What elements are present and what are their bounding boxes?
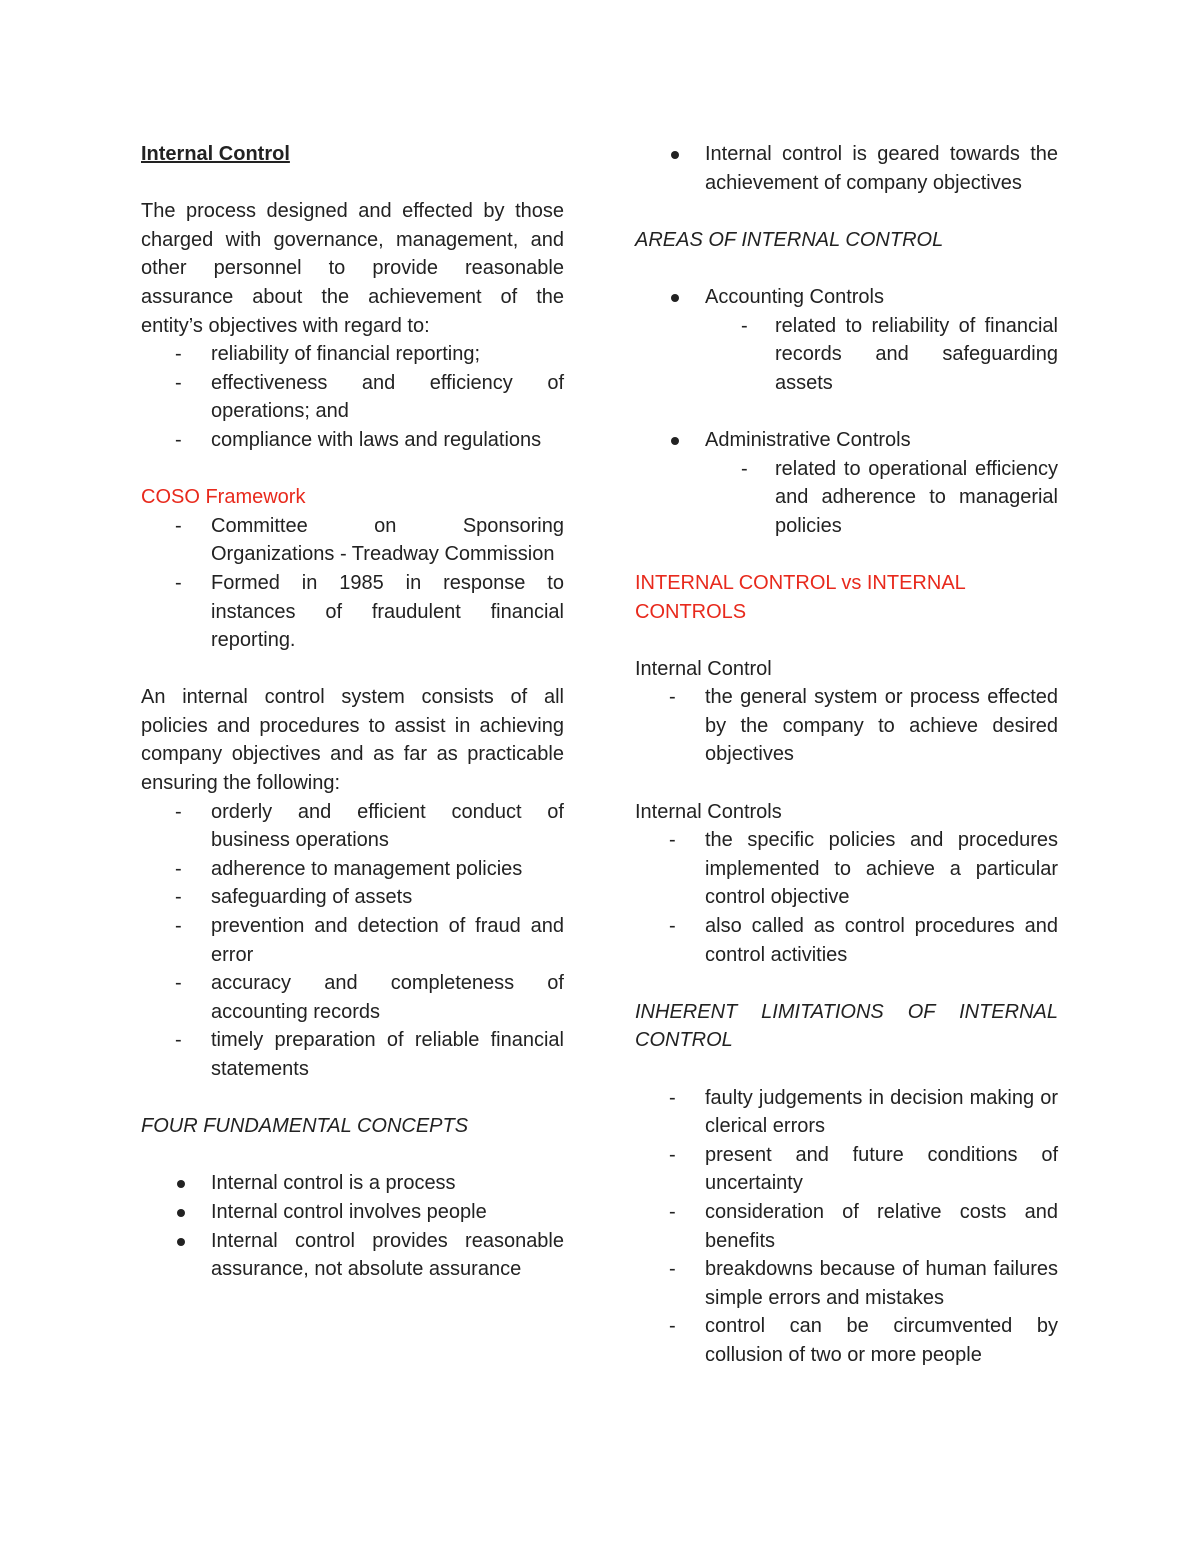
- system-paragraph: An internal control system consists of all policies and procedures to assist in achieving company objectives and as far as practicable ensuring the following:: [141, 686, 564, 795]
- bullet-item: Internal control is a process: [141, 1169, 564, 1198]
- bullet-item: Internal control involves people: [141, 1198, 564, 1227]
- list-item: - prevention and detection of fraud and error: [141, 912, 564, 969]
- page-title: Internal Control: [141, 143, 290, 165]
- right-column: [635, 140, 1058, 1370]
- coso-heading: COSO Framework: [141, 486, 306, 509]
- internal-controls-list: [635, 826, 1058, 969]
- concepts-heading: FOUR FUNDAMENTAL CONCEPTS: [141, 1115, 469, 1138]
- bullet-item: Internal control is geared towards the achievement of company objectives: [635, 140, 1058, 197]
- accounting-controls-label: Accounting Controls: [705, 285, 884, 308]
- left-column: [141, 140, 564, 1284]
- limitations-list: [635, 1084, 1058, 1370]
- areas-heading: AREAS OF INTERNAL CONTROL: [635, 228, 944, 251]
- list-item: - orderly and efficient conduct of business operations: [141, 798, 564, 855]
- list-item: - also called as control procedures and control activities: [635, 912, 1058, 969]
- internal-controls-label: Internal Controls: [635, 800, 782, 823]
- concepts-list: [141, 1169, 564, 1283]
- regard-list: [141, 340, 564, 454]
- internal-control-list: [635, 683, 1058, 769]
- list-item: - compliance with laws and regulations: [141, 426, 564, 455]
- list-item: - breakdowns because of human failures simple errors and mistakes: [635, 1255, 1058, 1312]
- list-item: - adherence to management policies: [141, 855, 564, 884]
- bullet-item: [635, 283, 1058, 397]
- list-item: - reliability of financial reporting;: [141, 340, 564, 369]
- vs-heading-line1: INTERNAL CONTROL vs INTERNAL: [635, 571, 966, 594]
- coso-list: [141, 512, 564, 655]
- list-item: - consideration of relative costs and benefits: [635, 1198, 1058, 1255]
- list-item: - Committee on Sponsoring Organizations - Treadway Commission: [141, 512, 564, 569]
- definition-paragraph: The process designed and effected by those charged with governance, management, and other personnel to provide reasonable assurance about the achievement of the entity’s objectives with regard to:: [141, 200, 564, 337]
- list-item: - the general system or process effected by the company to achieve desired objectives: [635, 683, 1058, 769]
- vs-heading-line2: CONTROLS: [635, 600, 747, 623]
- bullet-item: Internal control provides reasonable assurance, not absolute assurance: [141, 1227, 564, 1284]
- list-item: - Formed in 1985 in response to instances of fraudulent financial reporting.: [141, 569, 564, 655]
- internal-control-label: Internal Control: [635, 657, 772, 680]
- areas-list-2: [635, 426, 1058, 540]
- areas-list: [635, 283, 1058, 397]
- system-list: [141, 798, 564, 1084]
- admin-sublist: [705, 455, 1058, 541]
- list-item: - the specific policies and procedures implemented to achieve a particular control objective: [635, 826, 1058, 912]
- administrative-controls-label: Administrative Controls: [705, 428, 911, 451]
- limitations-heading: INHERENT LIMITATIONS OF INTERNAL CONTROL: [635, 1000, 1058, 1052]
- list-item: - present and future conditions of uncertainty: [635, 1141, 1058, 1198]
- list-item: - effectiveness and efficiency of operations; and: [141, 369, 564, 426]
- list-item: - safeguarding of assets: [141, 883, 564, 912]
- accounting-sublist: [705, 312, 1058, 398]
- list-item: - control can be circumvented by collusion of two or more people: [635, 1312, 1058, 1369]
- concepts-list-continued: [635, 140, 1058, 197]
- list-item: - faulty judgements in decision making or clerical errors: [635, 1084, 1058, 1141]
- list-item: - timely preparation of reliable financial statements: [141, 1026, 564, 1083]
- list-item: - related to reliability of financial records and safeguarding assets: [705, 312, 1058, 398]
- list-item: - related to operational efficiency and adherence to managerial policies: [705, 455, 1058, 541]
- list-item: - accuracy and completeness of accounting records: [141, 969, 564, 1026]
- bullet-item: [635, 426, 1058, 540]
